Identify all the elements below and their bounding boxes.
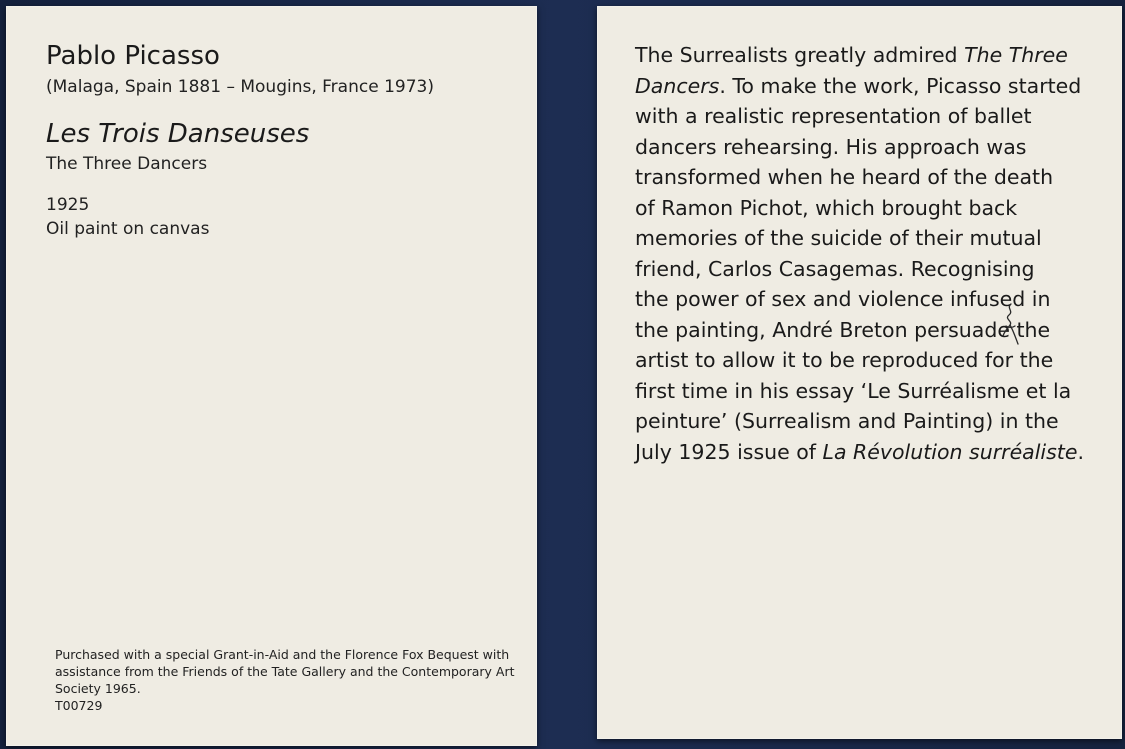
paragraph-text: July 1925 issue of (635, 439, 823, 464)
paragraph-line (635, 101, 1115, 132)
credit-line (55, 646, 525, 714)
paragraph-line (635, 132, 1115, 163)
paragraph-line (635, 345, 1115, 376)
paragraph-text: of Ramon Pichot, which brought back (635, 195, 1018, 220)
interpretation-paragraph (635, 40, 1115, 467)
artwork-title-english: The Three Dancers (46, 154, 208, 174)
paragraph-text: dancers rehearsing. His approach was (635, 134, 1027, 159)
artist-name: Pablo Picasso (46, 41, 220, 71)
paragraph-line (635, 437, 1115, 468)
paragraph-line (635, 162, 1115, 193)
italic-title-text: The Three (964, 43, 1068, 67)
paragraph-text: The Surrealists greatly admired (635, 43, 965, 67)
credit-line-text: Purchased with a special Grant-in-Aid and the Florence Fox Bequest with (55, 647, 510, 662)
paragraph-line (635, 254, 1115, 285)
artist-lifespan: (Malaga, Spain 1881 – Mougins, France 1973) (46, 77, 434, 97)
artwork-title-original: Les Trois Danseuses (46, 119, 310, 149)
paragraph-text: peinture’ (Surrealism and Painting) in the (635, 409, 1059, 433)
paragraph-line (635, 40, 1115, 71)
paragraph-text: the painting, André Breton persuade the (635, 317, 1051, 342)
paragraph-text: the power of sex and violence infused in (635, 287, 1051, 311)
paragraph-text: friend, Carlos Casagemas. Recognising (635, 256, 1035, 281)
interpretation-text-card (597, 6, 1122, 739)
paragraph-text: with a realistic representation of ballet (635, 104, 1032, 128)
artwork-medium: Oil paint on canvas (46, 219, 210, 239)
paragraph-text: artist to allow it to be reproduced for the (635, 348, 1054, 372)
paragraph-line (635, 223, 1115, 254)
paragraph-text: . To make the work, Picasso started (719, 73, 1082, 98)
paragraph-line (635, 315, 1115, 346)
artwork-year: 1925 (46, 195, 90, 215)
paragraph-line (635, 71, 1115, 102)
italic-title-text: Dancers (635, 73, 720, 98)
credit-line-text: Society 1965. (55, 681, 141, 696)
credit-line-text: assistance from the Friends of the Tate Gallery and the Contemporary Art (55, 664, 515, 679)
paragraph-text: transformed when he heard of the death (635, 165, 1054, 189)
artwork-label-card (6, 6, 537, 746)
paragraph-text: memories of the suicide of their mutual (635, 226, 1042, 250)
paragraph-line (635, 193, 1115, 224)
accession-number: T00729 (55, 698, 103, 713)
paragraph-text: . (1077, 439, 1084, 464)
paragraph-line (635, 376, 1115, 407)
handwritten-correction-mark (1000, 302, 1022, 348)
italic-title-text: La Révolution surréaliste (822, 439, 1078, 464)
paragraph-line (635, 284, 1115, 315)
paragraph-text: first time in his essay ‘Le Surréalisme et la (635, 378, 1072, 403)
paragraph-line (635, 406, 1115, 437)
